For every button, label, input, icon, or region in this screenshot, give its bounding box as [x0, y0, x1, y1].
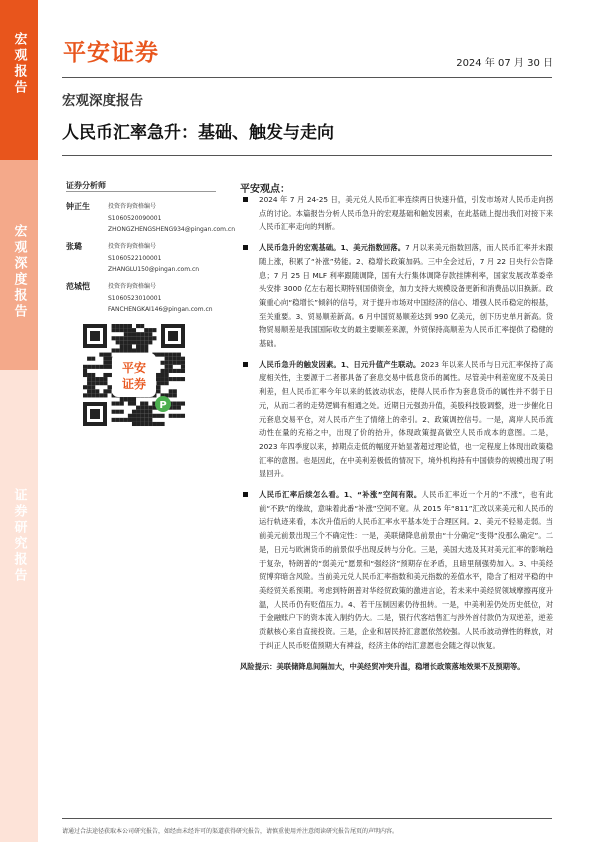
paragraph-lead: 人民币急升的宏观基础。1、美元指数回落。 [259, 243, 406, 253]
analyst-name: 范城恺 [66, 282, 90, 291]
risk-warning: 风险提示：美联储降息间隔加大，中美经贸冲突升温，稳增长政策落地效果不及预期等。 [240, 661, 525, 671]
sidebar-segment-research [0, 370, 38, 842]
sidebar-label-deep: 宏观深度报告 [11, 224, 27, 320]
sidebar-segment-macro [0, 0, 38, 160]
paragraph-text: 2023 年以来人民币与日元汇率保持了高度相关性，主要源于二者都具备了套息交易中低息货币的属性。尽管美中利差宽度不及美日利差，但人民币汇率今年以来的低波动状态，使得人民币作为套息货币的属性并不弱于日元，从而二者的走势逻辑有相通之处。近期日元强劲升值，美股科技股调整，进一步催化日元套息交易平仓，对人民币产生了情绪上的牵引。2、政策调控信号。一是，离岸人民币流动性在量的充裕之中，出现了价的抬升，体现政策提高做空人民币成本的意图。二是，2023 年四季度以来，掉期点走低的幅度开始显著超过理论值，也一定程度上体现出政策稳汇率的意图。也是因此，在中美利差极低的情况下，境外机构持有中国债券的规模出现了明显回升。 [259, 359, 554, 479]
viewpoint-paragraph [240, 241, 553, 351]
analyst-license-label: 投资咨询资格编号 [108, 203, 157, 210]
viewpoint-heading: 平安观点： [240, 184, 290, 195]
paragraph-text: 7 月以来美元指数回落，而人民币汇率并未跟随上涨，积累了“补涨”势能。2、稳增长政策加码。三中全会过后，7 月 22 日央行公告降息；7 月 25 日 MLF 利率跟随调降，国有大行集体调降存款挂牌利率，国家发展改革委牵头安排 3000 亿左右超长期特别国债资金，加力支持大规模设备更新和消费品以旧换新。政策重心向“稳增长”倾斜的信号，对于提升市场对中国经济的信心、增强人民币稳定的根基，至关重要。3、贸易顺差新高。6 月中国贸易顺差达到 990 亿美元，创下历史单月新高。货物贸易顺差是我国国际收支的最主要顺差来源，外贸保持高顺差为人民币汇率提供了稳健的基础。 [259, 243, 554, 349]
qr-label-ping-an: 平安 [121, 361, 147, 375]
qr-label-securities: 证券 [121, 377, 147, 391]
paragraph-lead: 人民币汇率后续怎么看。1、“补涨”空间有限。 [259, 490, 422, 500]
bullet-icon [243, 492, 248, 497]
analyst-license: S1060523010001 [108, 294, 162, 302]
analyst-email[interactable]: FANCHENGKAI146@pingan.com.cn [108, 306, 213, 313]
report-title: 人民币汇率急升：基础、触发与走向 [62, 123, 334, 143]
analyst-name: 钟正生 [66, 202, 90, 211]
sidebar [0, 0, 38, 842]
analyst-name: 张璐 [66, 242, 82, 251]
paragraph-text: 2024 年 7 月 24-25 日，美元兑人民币汇率连续两日快速升值，引发市场对人民币走向拐点的讨论。本篇报告分析人民币急升的宏观基础和触发因素，在此基础上提出我们对接下来人民币汇率走向的判断。 [259, 195, 553, 232]
brand-logo: 平安证券 [63, 40, 159, 66]
qr-code[interactable] [79, 320, 189, 430]
analyst-license-label: 投资咨询资格编号 [108, 243, 157, 250]
analyst-email[interactable]: ZHANGLU150@pingan.com.cn [108, 266, 200, 273]
header-divider [62, 77, 552, 78]
paragraph-lead: 人民币急升的触发因素。1、日元升值产生联动。 [259, 359, 421, 369]
footer-disclaimer: 请通过合法途径获取本公司研究报告，如经由未经许可的渠道获得研究报告，请慎重使用并注意阅读研究报告尾页的声明内容。 [62, 828, 399, 835]
viewpoint-body [240, 193, 553, 673]
viewpoint-paragraph [240, 358, 553, 481]
analyst-details [108, 241, 199, 276]
bullet-icon [243, 197, 248, 202]
sidebar-segment-deep [0, 160, 38, 370]
sidebar-label-research: 证券研究报告 [11, 488, 27, 584]
footer-divider [62, 818, 552, 819]
bullet-icon [243, 245, 248, 250]
viewpoint-paragraph [240, 193, 553, 234]
qr-badge: P [159, 400, 167, 411]
analysts-heading: 证券分析师 [66, 181, 106, 190]
analyst-license: S1060522100001 [108, 254, 162, 262]
report-type: 宏观深度报告 [62, 93, 143, 109]
sidebar-label-macro: 宏观报告 [11, 32, 27, 96]
analyst-email[interactable]: ZHONGZHENGSHENG934@pingan.com.cn [108, 226, 236, 233]
bullet-icon [243, 362, 248, 367]
analyst-details [108, 281, 213, 316]
paragraph-text: 人民币汇率近一个月的“不涨”，也有此前“不跌”的缘故，意味着此番“补涨”空间不宽。从 2015 年“811”汇改以来美元和人民币的运行轨迹来看，本次升值后的人民币汇率水平基本处于合理区间。2、美元不轻易走弱。当前美元前景出现三个不确定性：一是，美联储降息前景由“十分确定”变得“没那么确定”。二是，日元与欧洲货币的前景似乎出现反转与分化。三是，美国大选及其对美元汇率的影响趋于复杂，特朗普的“弱美元”愿景和“强经济”预期存在矛盾，且暗里削强势加入。3、中美经贸博弈暗含风险。当前美元兑人民币汇率指数和美元指数的差值水平，隐含了相对平稳的中美经贸关系预期。考虑到特朗普对华经贸政策的激进言论，若未来中美经贸领域摩擦再度升温，人民币仍有贬值压力。4、若干压制因素仍待扭转。一是，中美利差仍处历史低位，对于金融账户下的资本流入制约仍大。二是，银行代客结售汇与涉外首付款仍为双逆差，逆差贡献核心来自直接投资。三是，企业和居民持汇意愿依然较强。人民币波动弹性的释放，对于纠正人民币贬值预期大有裨益，经济主体的结汇意愿也会随之得以恢复。 [259, 490, 553, 650]
report-date: 2024 年 07 月 30 日 [456, 58, 553, 69]
qr-code-graphic [79, 320, 189, 430]
analyst-license-label: 投资咨询资格编号 [108, 283, 157, 290]
title-divider [62, 155, 552, 156]
analyst-details [108, 201, 235, 236]
viewpoint-paragraph [240, 488, 553, 652]
analyst-license: S1060520090001 [108, 214, 162, 222]
analysts-divider [66, 191, 216, 192]
